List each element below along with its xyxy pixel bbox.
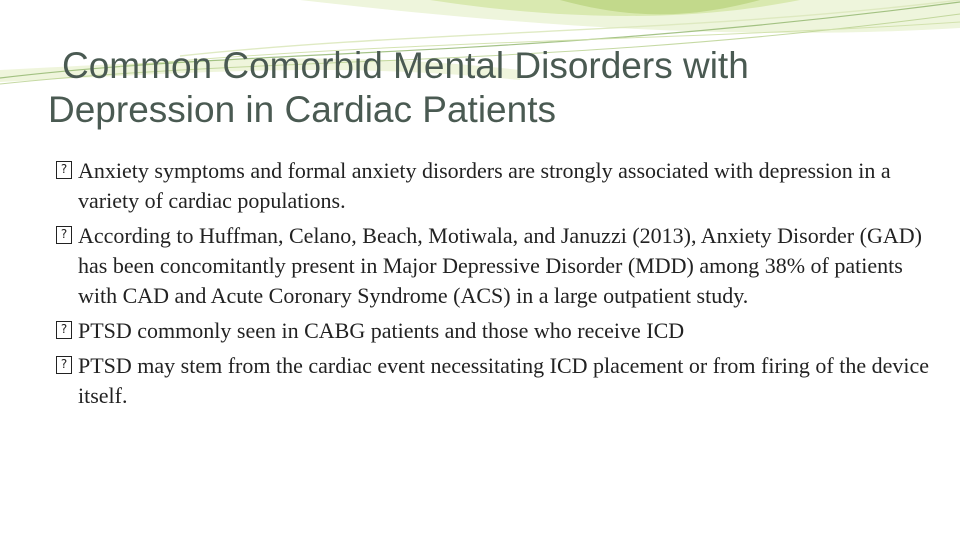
bullet-item — [54, 351, 934, 411]
missing-glyph-box-icon — [56, 161, 72, 179]
bullet-list — [54, 156, 934, 416]
missing-glyph-box-icon — [56, 356, 72, 374]
bullet-item — [54, 156, 934, 216]
bullet-text: Anxiety symptoms and formal anxiety disorders are strongly associated with depression in a variety of cardiac populations. — [78, 158, 891, 213]
slide-title — [48, 44, 928, 132]
missing-glyph-box-icon — [56, 226, 72, 244]
bullet-text: PTSD may stem from the cardiac event necessitating ICD placement or from firing of the device itself. — [78, 353, 929, 408]
bullet-item — [54, 316, 934, 346]
bullet-text: According to Huffman, Celano, Beach, Motiwala, and Januzzi (2013), Anxiety Disorder (GAD) has been concomitantly present in Major Depressive Disorder (MDD) among 38% of patients with CAD and Acute Coronary Syndrome (ACS) in a large outpatient study. — [78, 223, 922, 308]
missing-glyph-box-icon — [56, 321, 72, 339]
bullet-text: PTSD commonly seen in CABG patients and those who receive ICD — [78, 318, 685, 343]
slide-title-line-1: Common Comorbid Mental Disorders with — [62, 45, 749, 86]
slide-title-line-2: Depression in Cardiac Patients — [48, 89, 556, 130]
bullet-item — [54, 221, 934, 311]
